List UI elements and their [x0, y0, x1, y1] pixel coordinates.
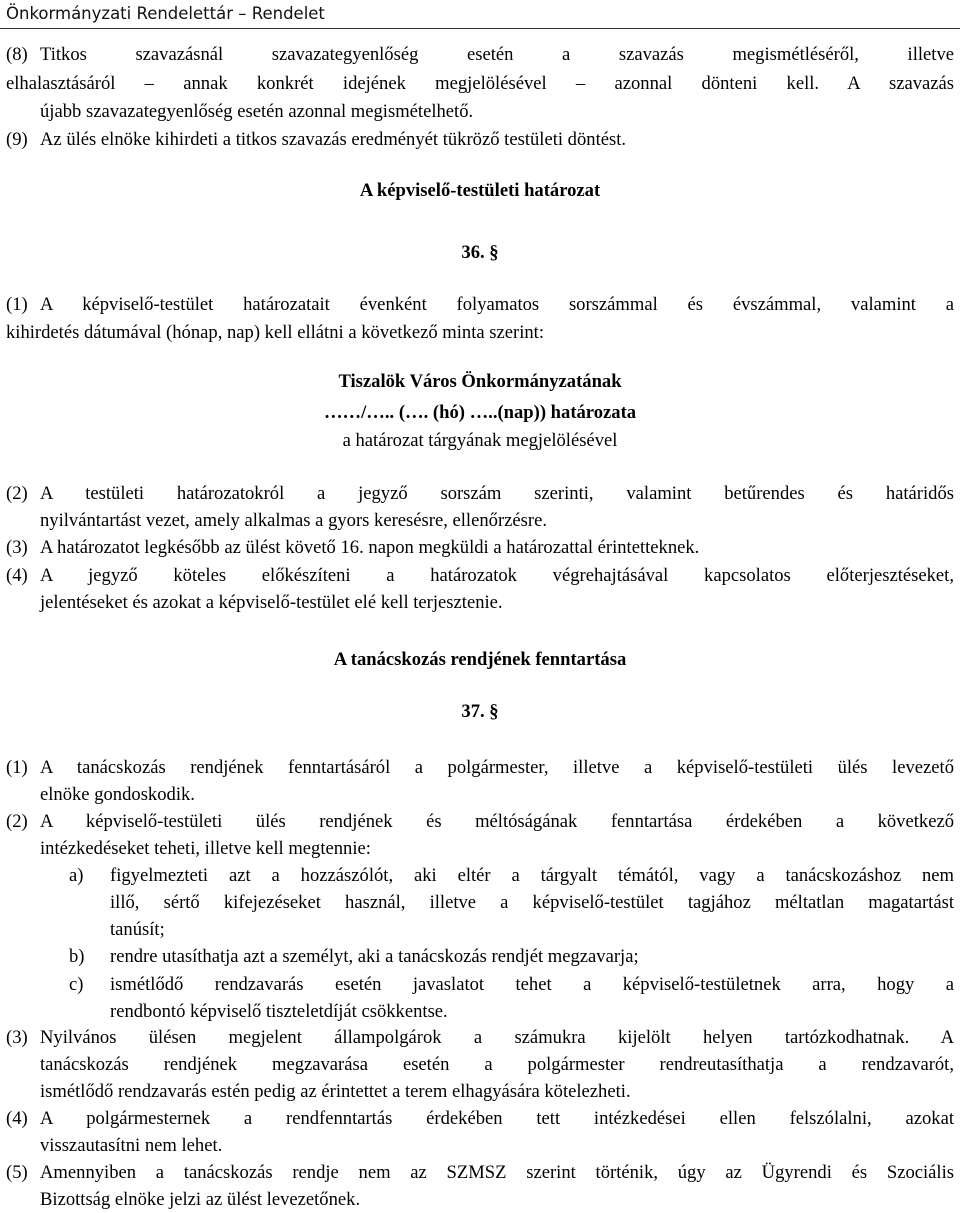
paragraph-line: A képviselő-testületi ülés rendjének és méltóságának fenntartása érdekében a következő: [40, 811, 954, 832]
list-label: b): [69, 946, 85, 967]
paragraph-line: Amennyiben a tanácskozás rendje nem az SZMSZ szerint történik, úgy az Ügyrendi és Szociális: [40, 1162, 954, 1183]
list-label: c): [69, 974, 84, 995]
list-item-line: rendre utasíthatja azt a személyt, aki a tanácskozás rendjét megzavarja;: [110, 946, 639, 967]
paragraph-line: Bizottság elnöke jelzi az ülést levezetőnek.: [40, 1189, 361, 1210]
paragraph-number: (4): [6, 565, 28, 586]
list-item-line: rendbontó képviselő tiszteletdíját csökkentse.: [110, 1001, 448, 1022]
paragraph-number: (2): [6, 811, 28, 832]
paragraph-line: A tanácskozás rendjének fenntartásáról a polgármester, illetve a képviselő-testületi ülés levezető: [40, 757, 954, 778]
paragraph-line: nyilvántartást vezet, amely alkalmas a gyors keresésre, ellenőrzésre.: [40, 510, 547, 531]
list-item-line: tanúsít;: [110, 919, 165, 940]
paragraph-line: jelentéseket és azokat a képviselő-testület elé kell terjesztenie.: [40, 592, 503, 613]
paragraph-number: (8): [6, 44, 28, 65]
section-heading: A képviselő-testületi határozat: [359, 180, 601, 201]
paragraph-line: A testületi határozatokról a jegyző sorszám szerinti, valamint betűrendes és határidős: [40, 483, 954, 504]
list-item-line: ismétlődő rendzavarás esetén javaslatot tehet a képviselő-testületnek arra, hogy a: [110, 974, 954, 995]
paragraph-line: kihirdetés dátumával (hónap, nap) kell ellátni a következő minta szerint:: [6, 322, 545, 343]
list-item-line: figyelmezteti azt a hozzászólót, aki eltér a tárgyalt témától, vagy a tanácskozáshoz nem: [110, 865, 954, 886]
paragraph-number: (3): [6, 1027, 28, 1048]
list-item-line: illő, sértő kifejezéseket használ, illetve a képviselő-testület tagjához méltatlan magatartást: [110, 892, 954, 913]
paragraph-line: tanácskozás rendjének megzavarása esetén a polgármester rendreutasíthatja a rendzavarót,: [40, 1054, 954, 1075]
paragraph-line: visszautasítni nem lehet.: [40, 1135, 223, 1156]
paragraph-number: (5): [6, 1162, 28, 1183]
template-line: Tiszalök Város Önkormányzatának: [338, 371, 622, 392]
paragraph-number: (9): [6, 129, 28, 150]
section-number: 37. §: [461, 701, 499, 722]
paragraph-line: újabb szavazategyenlőség esetén azonnal megismételhető.: [40, 101, 474, 122]
paragraph-line: Titkos szavazásnál szavazategyenlőség esetén a szavazás megismétléséről, illetve: [40, 44, 954, 65]
paragraph-line: A határozatot legkésőbb az ülést követő 16. napon megküldi a határozattal érintetteknek.: [40, 537, 700, 558]
paragraph-number: (1): [6, 757, 28, 778]
section-number: 36. §: [461, 242, 499, 263]
paragraph-number: (1): [6, 294, 28, 315]
header-title: Önkormányzati Rendelettár – Rendelet: [6, 4, 325, 23]
paragraph-line: elnöke gondoskodik.: [40, 784, 195, 805]
paragraph-line: ismétlődő rendzavarás estén pedig az érintettet a terem elhagyására kötelezheti.: [40, 1081, 631, 1102]
paragraph-number: (4): [6, 1108, 28, 1129]
paragraph-line: Az ülés elnöke kihirdeti a titkos szavazás eredményét tükröző testületi döntést.: [40, 129, 627, 150]
paragraph-line: A képviselő-testület határozatait évenként folyamatos sorszámmal és évszámmal, valamint a: [40, 294, 954, 315]
template-line: a határozat tárgyának megjelölésével: [342, 430, 618, 451]
paragraph-line: elhalasztásáról – annak konkrét idejének megjelölésével – azonnal dönteni kell. A szavazás: [6, 73, 954, 94]
template-line: ……/….. (…. (hó) …..(nap)) határozata: [323, 402, 637, 423]
paragraph-number: (2): [6, 483, 28, 504]
section-heading: A tanácskozás rendjének fenntartása: [333, 649, 627, 670]
list-label: a): [69, 865, 84, 886]
paragraph-number: (3): [6, 537, 28, 558]
paragraph-line: intézkedéseket teheti, illetve kell megtennie:: [40, 838, 371, 859]
paragraph-line: A polgármesternek a rendfenntartás érdekében tett intézkedései ellen felszólalni, azokat: [40, 1108, 954, 1129]
paragraph-line: Nyilvános ülésen megjelent állampolgárok a számukra kijelölt helyen tartózkodhatnak. A: [40, 1027, 954, 1048]
paragraph-line: A jegyző köteles előkészíteni a határozatok végrehajtásával kapcsolatos előterjesztéseket,: [40, 565, 954, 586]
